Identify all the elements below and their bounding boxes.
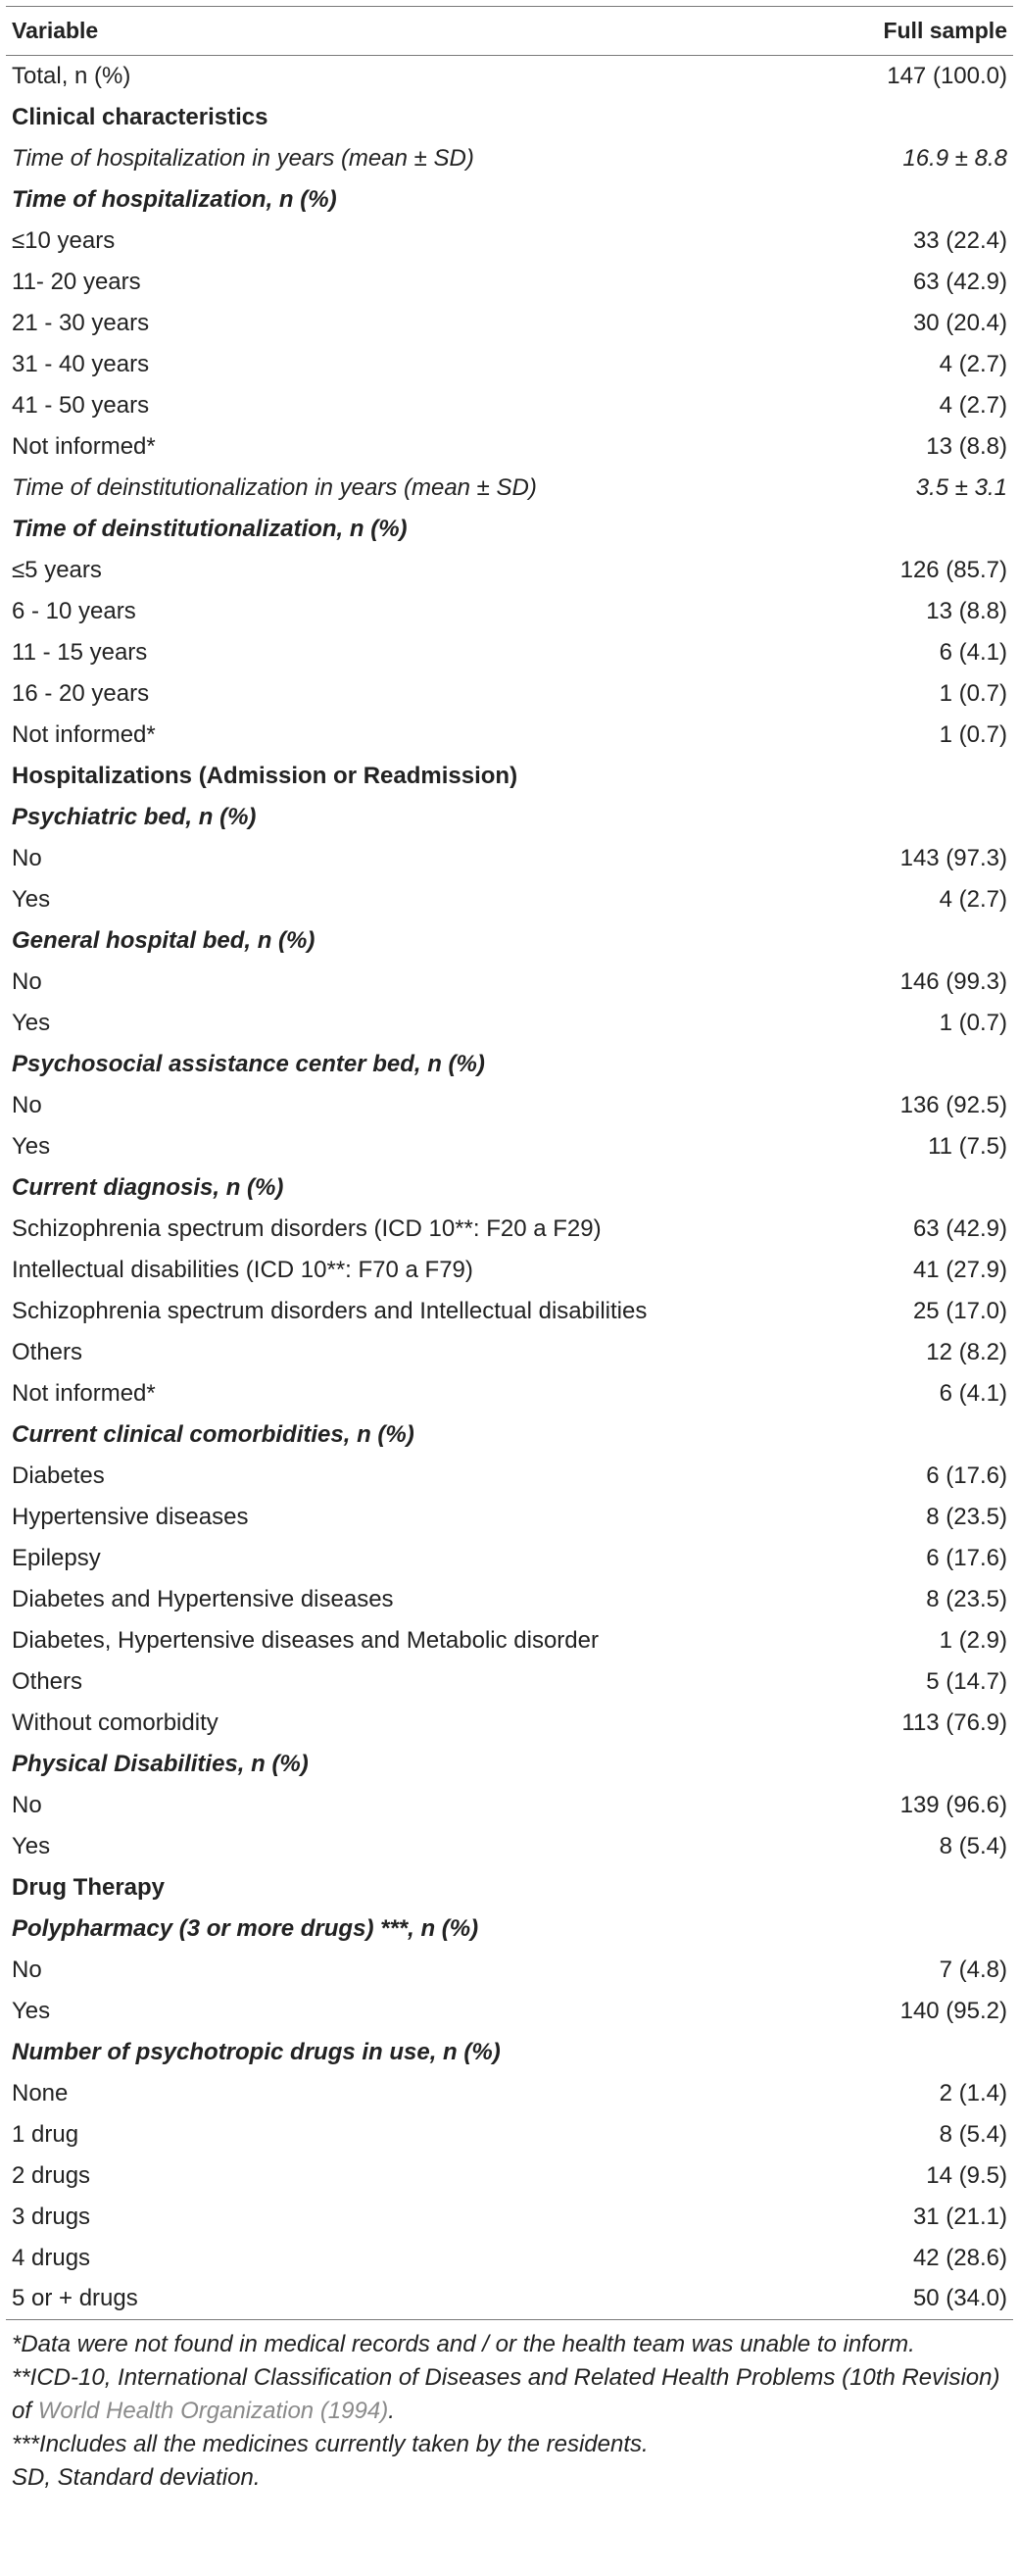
row-value: 8 (23.5) bbox=[926, 1503, 1007, 1530]
row-label: No bbox=[12, 967, 42, 995]
table-row bbox=[6, 1497, 1013, 1538]
characteristics-table bbox=[6, 6, 1013, 2320]
table-section-row bbox=[6, 756, 1013, 797]
table-row bbox=[6, 1538, 1013, 1579]
table-section-row bbox=[6, 179, 1013, 221]
row-label: Yes bbox=[12, 1997, 51, 2024]
table-row bbox=[6, 221, 1013, 262]
row-label: Diabetes and Hypertensive diseases bbox=[12, 1585, 394, 1612]
table-row bbox=[6, 632, 1013, 673]
row-label: No bbox=[12, 1091, 42, 1118]
row-value: 6 (17.6) bbox=[926, 1544, 1007, 1571]
row-label: Diabetes bbox=[12, 1461, 105, 1489]
header-full-sample: Full sample bbox=[839, 7, 1013, 56]
row-label: Others bbox=[12, 1338, 83, 1365]
row-label: ≤5 years bbox=[12, 556, 102, 583]
footnote-icd10-end: . bbox=[388, 2398, 395, 2424]
row-value: 4 (2.7) bbox=[939, 391, 1007, 419]
row-value bbox=[839, 1908, 1013, 1950]
row-value: 50 (34.0) bbox=[839, 2279, 1013, 2320]
table-row bbox=[6, 550, 1013, 591]
row-label: Not informed* bbox=[12, 432, 156, 460]
table-row bbox=[6, 1826, 1013, 1867]
row-value: 63 (42.9) bbox=[912, 1214, 1007, 1242]
row-value: 146 (99.3) bbox=[899, 967, 1007, 995]
table-row bbox=[6, 715, 1013, 756]
row-value: 4 (2.7) bbox=[939, 885, 1007, 913]
row-label: Psychosocial assistance center bed, n (%) bbox=[12, 1050, 485, 1077]
row-label: 11 - 15 years bbox=[12, 638, 148, 666]
table-row bbox=[6, 1291, 1013, 1332]
row-value: 136 (92.5) bbox=[899, 1091, 1007, 1118]
row-label: Time of deinstitutionalization, n (%) bbox=[12, 515, 408, 542]
table-row bbox=[6, 838, 1013, 879]
row-label: Not informed* bbox=[12, 1379, 156, 1407]
row-label: No bbox=[12, 1791, 42, 1818]
row-label: Hypertensive diseases bbox=[12, 1503, 249, 1530]
row-value: 16.9 ± 8.8 bbox=[902, 144, 1007, 172]
row-label: Yes bbox=[12, 1132, 51, 1160]
table-row bbox=[6, 591, 1013, 632]
table-row bbox=[6, 303, 1013, 344]
row-label: Without comorbidity bbox=[12, 1709, 218, 1736]
row-value: 113 (76.9) bbox=[901, 1709, 1007, 1736]
row-value: 13 (8.8) bbox=[926, 597, 1007, 624]
row-label: 5 or + drugs bbox=[6, 2279, 839, 2320]
table-row bbox=[6, 2114, 1013, 2155]
footnote-not-informed: *Data were not found in medical records and / or the health team was unable to inform. bbox=[12, 2331, 915, 2357]
table-header-row bbox=[6, 7, 1013, 56]
row-label: 2 drugs bbox=[12, 2161, 91, 2189]
row-value: 7 (4.8) bbox=[939, 1956, 1007, 1983]
table-row bbox=[6, 56, 1013, 97]
row-value: 140 (95.2) bbox=[899, 1997, 1007, 2024]
row-value: 12 (8.2) bbox=[926, 1338, 1007, 1365]
row-value: 5 (14.7) bbox=[926, 1667, 1007, 1695]
row-label: 4 drugs bbox=[12, 2244, 91, 2271]
row-value: 1 (0.7) bbox=[939, 1009, 1007, 1036]
row-label: Schizophrenia spectrum disorders and Intellectual disabilities bbox=[12, 1297, 648, 1324]
row-value: 2 (1.4) bbox=[939, 2079, 1007, 2106]
table-section-row bbox=[6, 797, 1013, 838]
row-label: Yes bbox=[12, 1832, 51, 1859]
row-value: 30 (20.4) bbox=[912, 309, 1007, 336]
row-value: 1 (0.7) bbox=[939, 720, 1007, 748]
row-label: Not informed* bbox=[12, 720, 156, 748]
table-row bbox=[6, 1085, 1013, 1126]
row-value: 8 (23.5) bbox=[926, 1585, 1007, 1612]
row-value bbox=[839, 1414, 1013, 1456]
row-label: Psychiatric bed, n (%) bbox=[12, 803, 257, 830]
row-label: Time of hospitalization in years (mean ± SD) bbox=[12, 144, 474, 172]
row-label: Diabetes, Hypertensive diseases and Metabolic disorder bbox=[12, 1626, 599, 1654]
table-row bbox=[6, 1003, 1013, 1044]
row-label: 3 drugs bbox=[12, 2203, 91, 2230]
table-row bbox=[6, 2073, 1013, 2114]
row-value: 143 (97.3) bbox=[899, 844, 1007, 871]
table-row bbox=[6, 2279, 1013, 2320]
footnote-icd10 bbox=[12, 2361, 1007, 2428]
table-row bbox=[6, 879, 1013, 920]
row-value bbox=[839, 756, 1013, 797]
row-label: Hospitalizations (Admission or Readmission) bbox=[12, 762, 518, 789]
row-label: Time of hospitalization, n (%) bbox=[12, 185, 337, 213]
row-value bbox=[839, 1044, 1013, 1085]
row-label: Epilepsy bbox=[12, 1544, 101, 1571]
table-section-row bbox=[6, 97, 1013, 138]
row-value: 6 (17.6) bbox=[926, 1461, 1007, 1489]
table-row bbox=[6, 1373, 1013, 1414]
table-row bbox=[6, 1703, 1013, 1744]
row-label: 41 - 50 years bbox=[12, 391, 150, 419]
row-label: Current clinical comorbidities, n (%) bbox=[12, 1420, 414, 1448]
table-section-row bbox=[6, 1744, 1013, 1785]
table-section-row bbox=[6, 1044, 1013, 1085]
row-label: 21 - 30 years bbox=[12, 309, 150, 336]
table-row bbox=[6, 1579, 1013, 1620]
footnote-icd10-text: **ICD-10, International Classification of Diseases and Related Health Problems (10th Revision) of bbox=[12, 2364, 1000, 2424]
table-row bbox=[6, 1456, 1013, 1497]
footnote-sd: SD, Standard deviation. bbox=[12, 2464, 261, 2491]
row-value: 8 (5.4) bbox=[939, 1832, 1007, 1859]
row-value: 41 (27.9) bbox=[912, 1256, 1007, 1283]
row-label: Current diagnosis, n (%) bbox=[12, 1173, 284, 1201]
footnote-polypharmacy: ***Includes all the medicines currently taken by the residents. bbox=[12, 2431, 649, 2457]
row-value: 11 (7.5) bbox=[928, 1132, 1007, 1160]
row-label: No bbox=[12, 1956, 42, 1983]
table-row bbox=[6, 426, 1013, 468]
table-row bbox=[6, 1126, 1013, 1167]
table-section-row bbox=[6, 920, 1013, 962]
who-citation-link[interactable]: World Health Organization (1994) bbox=[37, 2398, 389, 2424]
table-row bbox=[6, 1661, 1013, 1703]
table-row bbox=[6, 138, 1013, 179]
table-section-row bbox=[6, 2032, 1013, 2073]
row-label: 16 - 20 years bbox=[12, 679, 150, 707]
table-body bbox=[6, 56, 1013, 2320]
table-section-row bbox=[6, 1414, 1013, 1456]
table-section-row bbox=[6, 1908, 1013, 1950]
row-label: 6 - 10 years bbox=[12, 597, 136, 624]
row-value bbox=[839, 509, 1013, 550]
row-value bbox=[839, 797, 1013, 838]
table-row bbox=[6, 2155, 1013, 2197]
row-label: Others bbox=[12, 1667, 83, 1695]
row-label: 11- 20 years bbox=[12, 268, 141, 295]
row-label: ≤10 years bbox=[12, 226, 116, 254]
table-row bbox=[6, 1250, 1013, 1291]
row-value: 147 (100.0) bbox=[887, 62, 1007, 89]
row-value bbox=[839, 179, 1013, 221]
row-value bbox=[839, 2032, 1013, 2073]
table-row bbox=[6, 2197, 1013, 2238]
row-value: 42 (28.6) bbox=[912, 2244, 1007, 2271]
table-row bbox=[6, 1332, 1013, 1373]
row-label: Yes bbox=[12, 885, 51, 913]
header-variable: Variable bbox=[6, 7, 839, 56]
row-label: Schizophrenia spectrum disorders (ICD 10**: F20 a F29) bbox=[12, 1214, 602, 1242]
table-row bbox=[6, 344, 1013, 385]
row-label: 1 drug bbox=[12, 2120, 79, 2148]
row-label: Number of psychotropic drugs in use, n (%) bbox=[12, 2038, 501, 2065]
table-section-row bbox=[6, 1867, 1013, 1908]
row-value: 1 (0.7) bbox=[939, 679, 1007, 707]
row-value: 6 (4.1) bbox=[939, 638, 1007, 666]
row-label: General hospital bed, n (%) bbox=[12, 926, 315, 954]
row-value: 33 (22.4) bbox=[912, 226, 1007, 254]
row-label: Clinical characteristics bbox=[12, 103, 268, 130]
table-row bbox=[6, 262, 1013, 303]
row-value: 14 (9.5) bbox=[926, 2161, 1007, 2189]
row-label: Drug Therapy bbox=[12, 1873, 166, 1901]
row-label: Total, n (%) bbox=[12, 62, 131, 89]
row-value: 13 (8.8) bbox=[926, 432, 1007, 460]
row-value bbox=[839, 920, 1013, 962]
table-row bbox=[6, 468, 1013, 509]
row-value: 31 (21.1) bbox=[912, 2203, 1007, 2230]
row-label: Polypharmacy (3 or more drugs) ***, n (%) bbox=[12, 1914, 479, 1942]
table-row bbox=[6, 1785, 1013, 1826]
row-value: 126 (85.7) bbox=[899, 556, 1007, 583]
row-label: No bbox=[12, 844, 42, 871]
table-row bbox=[6, 385, 1013, 426]
table-row bbox=[6, 673, 1013, 715]
table-footnotes bbox=[6, 2320, 1013, 2495]
row-value bbox=[839, 97, 1013, 138]
table-section-row bbox=[6, 509, 1013, 550]
row-value: 8 (5.4) bbox=[939, 2120, 1007, 2148]
row-label: Physical Disabilities, n (%) bbox=[12, 1750, 309, 1777]
row-value: 139 (96.6) bbox=[899, 1791, 1007, 1818]
row-value: 63 (42.9) bbox=[912, 268, 1007, 295]
table-row bbox=[6, 962, 1013, 1003]
table-section-row bbox=[6, 1167, 1013, 1209]
row-label: Intellectual disabilities (ICD 10**: F70 a F79) bbox=[12, 1256, 473, 1283]
table-row bbox=[6, 1209, 1013, 1250]
table-row bbox=[6, 1950, 1013, 1991]
row-value: 1 (2.9) bbox=[939, 1626, 1007, 1654]
row-value: 3.5 ± 3.1 bbox=[915, 473, 1007, 501]
row-label: None bbox=[12, 2079, 69, 2106]
row-value bbox=[839, 1167, 1013, 1209]
row-label: 31 - 40 years bbox=[12, 350, 150, 377]
row-value bbox=[839, 1867, 1013, 1908]
table-row bbox=[6, 2238, 1013, 2279]
row-value bbox=[839, 1744, 1013, 1785]
row-value: 6 (4.1) bbox=[939, 1379, 1007, 1407]
row-value: 4 (2.7) bbox=[939, 350, 1007, 377]
table-row bbox=[6, 1620, 1013, 1661]
row-label: Time of deinstitutionalization in years (mean ± SD) bbox=[12, 473, 537, 501]
row-label: Yes bbox=[12, 1009, 51, 1036]
table-row bbox=[6, 1991, 1013, 2032]
row-value: 25 (17.0) bbox=[912, 1297, 1007, 1324]
